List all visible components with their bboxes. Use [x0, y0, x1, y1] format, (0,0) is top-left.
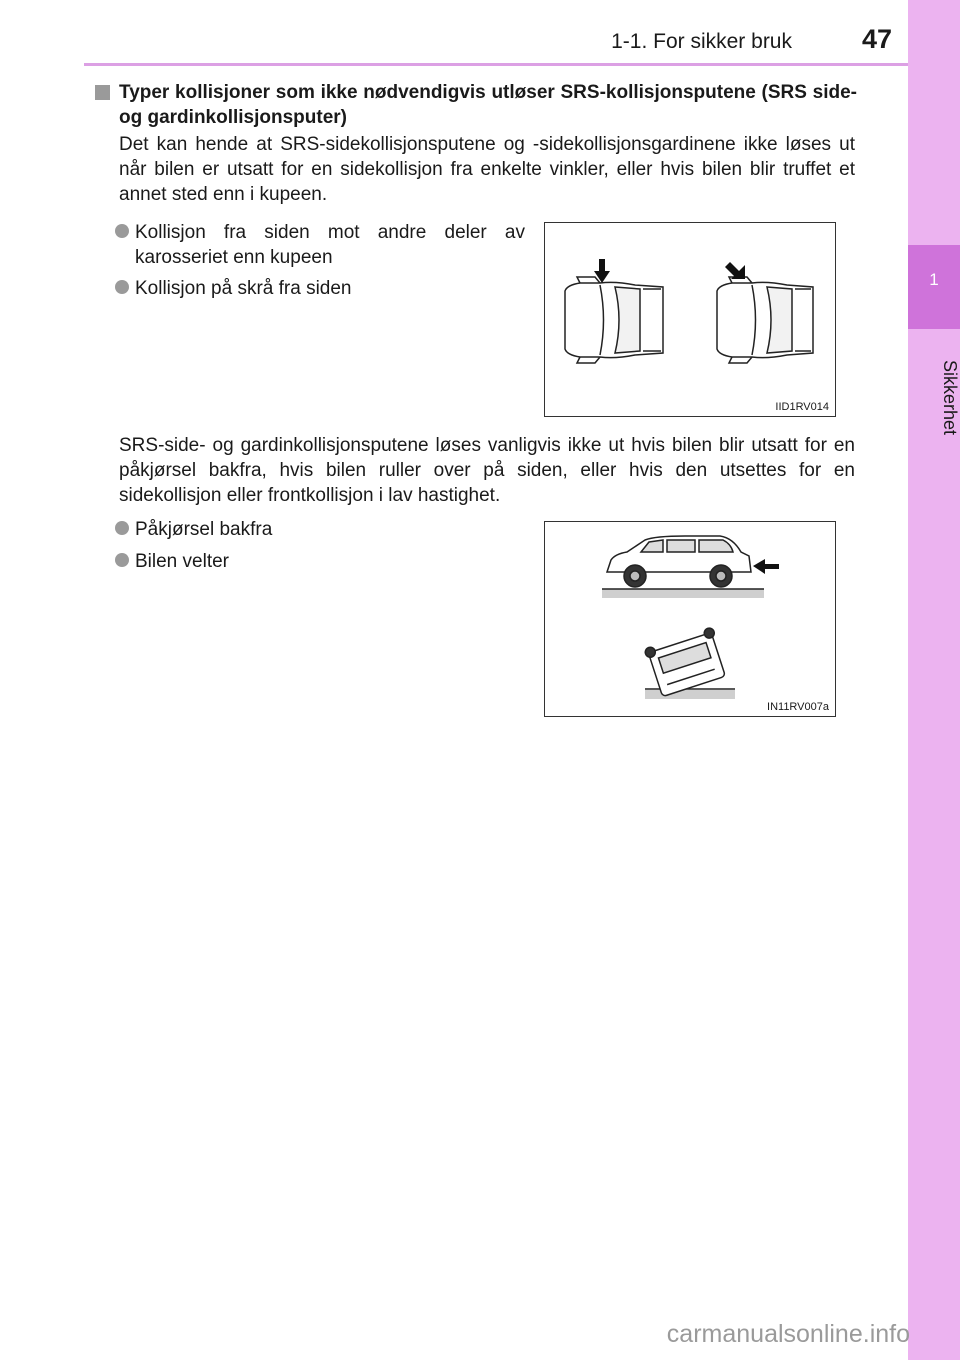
watermark: carmanualsonline.info — [666, 1320, 910, 1348]
side-collision-illustration — [545, 223, 837, 418]
intro-paragraph: Det kan hende at SRS-sidekollisjonsputene og -sidekollisjonsgardinene ikke løses ut når bilen er utsatt for en sidekollisjon fra enkelte vinkler, eller hvis bilen blir truffet et annet sted enn i kupeen. — [119, 134, 855, 205]
ground-icon — [645, 690, 735, 699]
car-top-view-icon — [565, 277, 663, 363]
bullet-dot-icon — [115, 280, 129, 294]
bullet-dot-icon — [115, 224, 129, 238]
running-header-section: 1-1. For sikker bruk — [611, 30, 792, 53]
list-item — [115, 517, 525, 542]
impact-arrow-icon — [753, 559, 779, 574]
figure-code: IN11RV007a — [767, 701, 829, 713]
list-item — [115, 220, 525, 270]
list-item-text: Påkjørsel bakfra — [135, 519, 273, 540]
heading-square-icon — [95, 85, 110, 100]
overturned-car-icon — [644, 627, 728, 698]
page-number: 47 — [861, 24, 892, 54]
list-item — [115, 276, 525, 301]
chapter-side-tab — [908, 0, 960, 1360]
section-heading — [95, 80, 857, 130]
ground-icon — [602, 589, 764, 598]
car-top-view-icon — [717, 277, 813, 363]
bullet-dot-icon — [115, 521, 129, 535]
list-item-text: Bilen velter — [135, 551, 229, 572]
section-heading-text: Typer kollisjoner som ikke nødvendigvis utløser SRS-kollisjonsputene (SRS side- og gardinkollisjonsputer) — [119, 82, 857, 128]
rear-and-rollover-illustration — [545, 522, 837, 718]
chapter-number: 1 — [929, 270, 939, 289]
header-divider — [84, 63, 908, 66]
chapter-label: Sikkerhet — [940, 360, 960, 436]
figure-rear-and-rollover — [544, 521, 836, 717]
list-item-text: Kollisjon fra siden mot andre deler av karosseriet enn kupeen — [135, 222, 525, 268]
figure-code: IID1RV014 — [775, 401, 829, 413]
figure-side-collision — [544, 222, 836, 417]
list-item-text: Kollisjon på skrå fra siden — [135, 278, 352, 299]
list-item — [115, 549, 525, 574]
body-paragraph: SRS-side- og gardinkollisjonsputene løses vanligvis ikke ut hvis bilen blir utsatt for en påkjørsel bakfra, hvis bilen ruller over på siden, eller hvis den utsettes for en sidekollisjon eller frontkollisjon i lav hastighet. — [119, 435, 855, 506]
bullet-dot-icon — [115, 553, 129, 567]
car-side-view-icon — [607, 536, 751, 587]
